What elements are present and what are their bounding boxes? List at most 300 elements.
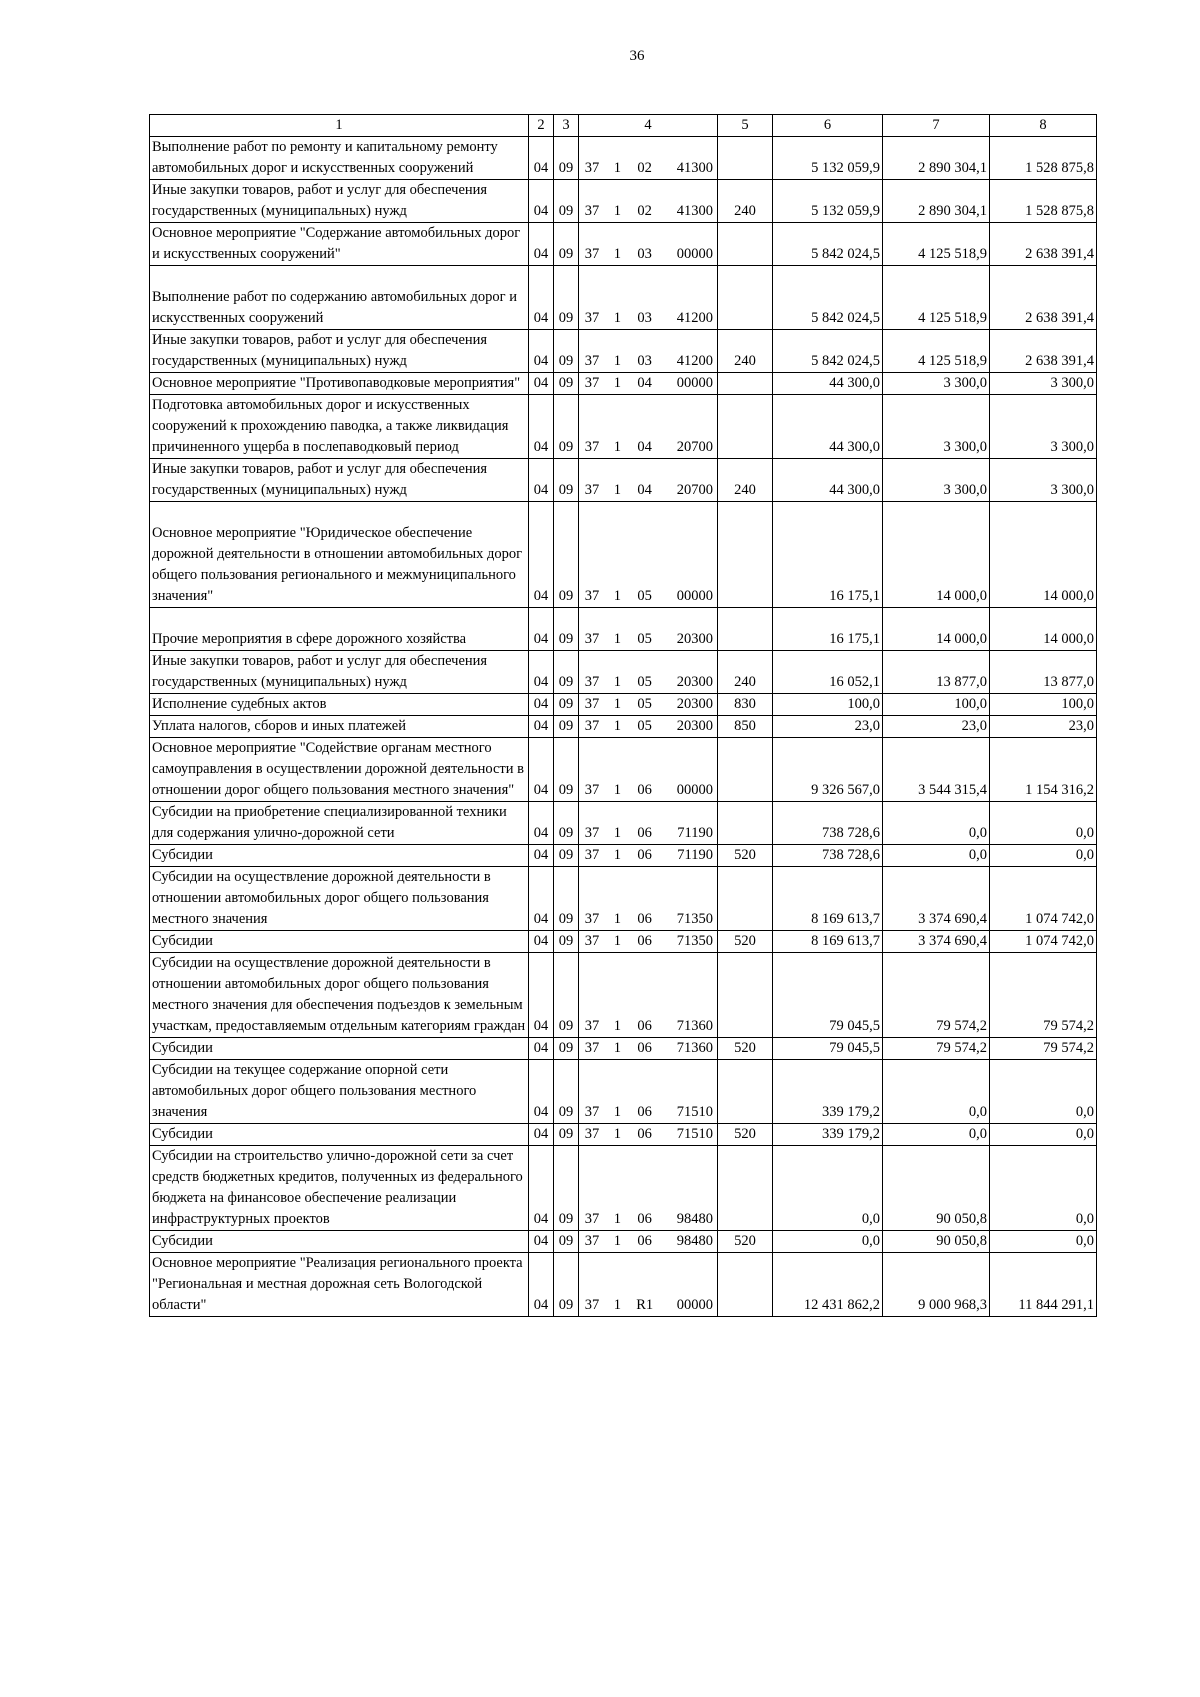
- row-name-cell: [150, 867, 529, 931]
- direction-code: 00000: [676, 375, 713, 391]
- program-code: 37: [584, 1040, 600, 1056]
- table-row: [150, 802, 1097, 845]
- amount-col-7: 4 125 518,9: [883, 223, 990, 266]
- subprogram-code: 1: [613, 1233, 621, 1249]
- amount-col-6: 0,0: [773, 1146, 883, 1231]
- expense-type-code: [718, 395, 773, 459]
- direction-code: 00000: [676, 246, 713, 262]
- subsection-code: 09: [554, 716, 579, 738]
- row-name-cell: [150, 223, 529, 266]
- amount-col-8: 2 638 391,4: [990, 266, 1097, 330]
- section-code: 04: [529, 1038, 554, 1060]
- article-code: [579, 867, 718, 931]
- amount-col-7: 0,0: [883, 1060, 990, 1124]
- section-code: 04: [529, 1060, 554, 1124]
- direction-code: 71190: [677, 847, 713, 863]
- section-code: 04: [529, 802, 554, 845]
- program-code: 37: [584, 631, 600, 647]
- event-code: 06: [637, 1104, 652, 1120]
- row-name: Прочие мероприятия в сфере дорожного хозяйства: [152, 631, 467, 647]
- table-row: [150, 608, 1097, 651]
- row-name-cell: [150, 1060, 529, 1124]
- row-name-cell: [150, 931, 529, 953]
- row-name: Субсидии: [152, 1040, 213, 1056]
- row-name-cell: [150, 608, 529, 651]
- row-name-cell: [150, 716, 529, 738]
- amount-col-7: 13 877,0: [883, 651, 990, 694]
- row-name: Выполнение работ по содержанию автомобильных дорог и искусственных сооружений: [152, 289, 518, 326]
- article-code: [579, 845, 718, 867]
- row-name: Иные закупки товаров, работ и услуг для обеспечения государственных (муниципальных) нужд: [152, 461, 488, 498]
- amount-col-7: 0,0: [883, 802, 990, 845]
- row-name: Основное мероприятие "Реализация регионального проекта "Региональная и местная дорожная сеть Вологодской области": [152, 1255, 523, 1313]
- table-row: [150, 1253, 1097, 1317]
- amount-col-8: 3 300,0: [990, 395, 1097, 459]
- subsection-code: 09: [554, 953, 579, 1038]
- event-code: 06: [637, 1126, 652, 1142]
- amount-col-8: 1 528 875,8: [990, 180, 1097, 223]
- subsection-code: 09: [554, 373, 579, 395]
- article-code: [579, 608, 718, 651]
- direction-code: 20300: [676, 696, 713, 712]
- direction-code: 20300: [676, 631, 713, 647]
- amount-col-8: 0,0: [990, 1124, 1097, 1146]
- program-code: 37: [584, 203, 600, 219]
- row-name-cell: [150, 953, 529, 1038]
- table-row: [150, 953, 1097, 1038]
- event-code: 06: [637, 847, 652, 863]
- program-code: 37: [584, 375, 600, 391]
- expense-type-code: [718, 1146, 773, 1231]
- subsection-code: 09: [554, 223, 579, 266]
- section-code: 04: [529, 694, 554, 716]
- amount-col-7: 3 374 690,4: [883, 931, 990, 953]
- table-row: [150, 459, 1097, 502]
- expense-type-code: [718, 373, 773, 395]
- direction-code: 71510: [676, 1126, 713, 1142]
- section-code: 04: [529, 953, 554, 1038]
- event-code: 03: [637, 246, 652, 262]
- subprogram-code: 1: [613, 246, 621, 262]
- amount-col-8: 13 877,0: [990, 651, 1097, 694]
- expense-type-code: [718, 1253, 773, 1317]
- row-name-cell: [150, 1253, 529, 1317]
- subsection-code: 09: [554, 1124, 579, 1146]
- article-code: [579, 373, 718, 395]
- table-row: [150, 137, 1097, 180]
- event-code: 04: [637, 482, 652, 498]
- expense-type-code: 240: [718, 651, 773, 694]
- column-header: 8: [990, 115, 1097, 137]
- section-code: 04: [529, 223, 554, 266]
- direction-code: 71360: [676, 1040, 713, 1056]
- amount-col-8: 0,0: [990, 845, 1097, 867]
- subsection-code: 09: [554, 266, 579, 330]
- amount-col-7: 4 125 518,9: [883, 266, 990, 330]
- subsection-code: 09: [554, 931, 579, 953]
- section-code: 04: [529, 608, 554, 651]
- direction-code: 71510: [676, 1104, 713, 1120]
- row-name: Уплата налогов, сборов и иных платежей: [152, 718, 406, 734]
- table-row: [150, 867, 1097, 931]
- row-name: Субсидии на осуществление дорожной деятельности в отношении автомобильных дорог общего пользования местного значения: [152, 869, 491, 927]
- amount-col-7: 2 890 304,1: [883, 180, 990, 223]
- program-code: 37: [584, 674, 600, 690]
- section-code: 04: [529, 716, 554, 738]
- direction-code: 98480: [676, 1211, 713, 1227]
- event-code: 06: [637, 933, 652, 949]
- section-code: 04: [529, 1124, 554, 1146]
- amount-col-6: 12 431 862,2: [773, 1253, 883, 1317]
- subprogram-code: 1: [613, 1040, 621, 1056]
- amount-col-6: 79 045,5: [773, 1038, 883, 1060]
- expense-type-code: [718, 867, 773, 931]
- expense-type-code: 520: [718, 1124, 773, 1146]
- subprogram-code: 1: [613, 1126, 621, 1142]
- row-name: Основное мероприятие "Юридическое обеспечение дорожной деятельности в отношении автомобильных дорог общего пользования регионального и межмуниципального значения": [152, 525, 523, 604]
- section-code: 04: [529, 738, 554, 802]
- article-code: [579, 180, 718, 223]
- amount-col-8: 0,0: [990, 802, 1097, 845]
- subprogram-code: 1: [613, 1018, 621, 1034]
- direction-code: 41200: [676, 353, 713, 369]
- table-row: [150, 738, 1097, 802]
- article-code: [579, 502, 718, 608]
- amount-col-6: 8 169 613,7: [773, 867, 883, 931]
- direction-code: 41300: [676, 203, 713, 219]
- subsection-code: 09: [554, 1038, 579, 1060]
- subsection-code: 09: [554, 845, 579, 867]
- column-header: 4: [579, 115, 718, 137]
- table-row: [150, 1060, 1097, 1124]
- subsection-code: 09: [554, 502, 579, 608]
- subsection-code: 09: [554, 694, 579, 716]
- article-code: [579, 651, 718, 694]
- column-header: 1: [150, 115, 529, 137]
- event-code: 06: [637, 782, 652, 798]
- amount-col-7: 79 574,2: [883, 953, 990, 1038]
- article-code: [579, 694, 718, 716]
- amount-col-7: 3 300,0: [883, 459, 990, 502]
- subsection-code: 09: [554, 1146, 579, 1231]
- row-name: Субсидии на осуществление дорожной деятельности в отношении автомобильных дорог общего пользования местного значения для обеспечения подъездов к земельным участкам, предоставляемым отдельным категориям граждан: [152, 955, 526, 1034]
- expense-type-code: [718, 223, 773, 266]
- program-code: 37: [584, 482, 600, 498]
- amount-col-7: 14 000,0: [883, 608, 990, 651]
- event-code: 02: [637, 203, 652, 219]
- row-name: Субсидии на приобретение специализированной техники для содержания улично-дорожной сети: [152, 804, 507, 841]
- amount-col-8: 1 154 316,2: [990, 738, 1097, 802]
- section-code: 04: [529, 266, 554, 330]
- amount-col-8: 100,0: [990, 694, 1097, 716]
- subprogram-code: 1: [613, 203, 621, 219]
- table-row: [150, 1231, 1097, 1253]
- amount-col-8: 0,0: [990, 1060, 1097, 1124]
- table-row: [150, 330, 1097, 373]
- amount-col-8: 79 574,2: [990, 1038, 1097, 1060]
- amount-col-8: 23,0: [990, 716, 1097, 738]
- amount-col-7: 4 125 518,9: [883, 330, 990, 373]
- program-code: 37: [584, 1126, 600, 1142]
- expense-type-code: [718, 502, 773, 608]
- amount-col-7: 79 574,2: [883, 1038, 990, 1060]
- amount-col-6: 0,0: [773, 1231, 883, 1253]
- amount-col-6: 339 179,2: [773, 1124, 883, 1146]
- event-code: 06: [637, 1040, 652, 1056]
- event-code: 04: [637, 375, 652, 391]
- article-code: [579, 223, 718, 266]
- amount-col-6: 738 728,6: [773, 802, 883, 845]
- amount-col-6: 79 045,5: [773, 953, 883, 1038]
- program-code: 37: [584, 588, 600, 604]
- column-header: 7: [883, 115, 990, 137]
- row-name: Основное мероприятие "Противопаводковые мероприятия": [152, 375, 521, 391]
- section-code: 04: [529, 651, 554, 694]
- program-code: 37: [584, 782, 600, 798]
- subprogram-code: 1: [613, 933, 621, 949]
- table-row: [150, 180, 1097, 223]
- direction-code: 71350: [676, 933, 713, 949]
- amount-col-7: 23,0: [883, 716, 990, 738]
- row-name-cell: [150, 1038, 529, 1060]
- row-name-cell: [150, 137, 529, 180]
- direction-code: 41300: [676, 160, 713, 176]
- subprogram-code: 1: [613, 353, 621, 369]
- amount-col-8: 2 638 391,4: [990, 223, 1097, 266]
- event-code: 05: [637, 718, 652, 734]
- table-row: [150, 373, 1097, 395]
- amount-col-6: 16 175,1: [773, 608, 883, 651]
- subprogram-code: 1: [613, 911, 621, 927]
- article-code: [579, 1231, 718, 1253]
- subprogram-code: 1: [613, 1104, 621, 1120]
- expense-type-code: 830: [718, 694, 773, 716]
- subprogram-code: 1: [613, 1297, 621, 1313]
- subprogram-code: 1: [613, 674, 621, 690]
- direction-code: 20300: [676, 674, 713, 690]
- event-code: 04: [637, 439, 652, 455]
- amount-col-8: 3 300,0: [990, 373, 1097, 395]
- amount-col-7: 3 300,0: [883, 395, 990, 459]
- program-code: 37: [584, 353, 600, 369]
- amount-col-8: 11 844 291,1: [990, 1253, 1097, 1317]
- amount-col-6: 16 052,1: [773, 651, 883, 694]
- subsection-code: 09: [554, 802, 579, 845]
- row-name: Подготовка автомобильных дорог и искусственных сооружений к прохождению паводка, а также ликвидация причиненного ущерба в послепаводковый период: [152, 397, 509, 455]
- program-code: 37: [584, 439, 600, 455]
- direction-code: 20700: [676, 482, 713, 498]
- section-code: 04: [529, 1146, 554, 1231]
- article-code: [579, 716, 718, 738]
- row-name: Субсидии: [152, 847, 213, 863]
- section-code: 04: [529, 1231, 554, 1253]
- row-name-cell: [150, 459, 529, 502]
- section-code: 04: [529, 395, 554, 459]
- program-code: 37: [584, 310, 600, 326]
- article-code: [579, 330, 718, 373]
- table-row: [150, 1038, 1097, 1060]
- subprogram-code: 1: [613, 482, 621, 498]
- column-header: 6: [773, 115, 883, 137]
- direction-code: 71350: [676, 911, 713, 927]
- expense-type-code: 240: [718, 459, 773, 502]
- table-row: [150, 931, 1097, 953]
- amount-col-7: 3 300,0: [883, 373, 990, 395]
- table-row: [150, 651, 1097, 694]
- event-code: 05: [637, 674, 652, 690]
- row-name: Субсидии: [152, 1233, 213, 1249]
- subsection-code: 09: [554, 651, 579, 694]
- amount-col-6: 5 842 024,5: [773, 330, 883, 373]
- amount-col-8: 3 300,0: [990, 459, 1097, 502]
- row-name-cell: [150, 845, 529, 867]
- row-name: Основное мероприятие "Содействие органам местного самоуправления в осуществлении дорожной деятельности в отношении дорог общего пользования местного значения": [152, 740, 524, 798]
- subprogram-code: 1: [613, 696, 621, 712]
- table-row: [150, 266, 1097, 330]
- row-name-cell: [150, 1146, 529, 1231]
- program-code: 37: [584, 933, 600, 949]
- blank-line: [152, 608, 526, 629]
- row-name: Иные закупки товаров, работ и услуг для обеспечения государственных (муниципальных) нужд: [152, 653, 488, 690]
- row-name: Субсидии на строительство улично-дорожной сети за счет средств бюджетных кредитов, полученных из федерального бюджета на финансовое обеспечение реализации инфраструктурных проектов: [152, 1148, 523, 1227]
- article-code: [579, 1038, 718, 1060]
- subsection-code: 09: [554, 180, 579, 223]
- row-name-cell: [150, 180, 529, 223]
- section-code: 04: [529, 373, 554, 395]
- amount-col-6: 5 842 024,5: [773, 266, 883, 330]
- row-name: Субсидии: [152, 1126, 213, 1142]
- row-name-cell: [150, 266, 529, 330]
- row-name: Иные закупки товаров, работ и услуг для обеспечения государственных (муниципальных) нужд: [152, 332, 488, 369]
- subprogram-code: 1: [613, 782, 621, 798]
- blank-line: [152, 502, 526, 523]
- article-code: [579, 1146, 718, 1231]
- subprogram-code: 1: [613, 825, 621, 841]
- article-code: [579, 738, 718, 802]
- amount-col-7: 14 000,0: [883, 502, 990, 608]
- expense-type-code: [718, 608, 773, 651]
- event-code: 03: [637, 353, 652, 369]
- section-code: 04: [529, 137, 554, 180]
- row-name: Иные закупки товаров, работ и услуг для обеспечения государственных (муниципальных) нужд: [152, 182, 488, 219]
- row-name-cell: [150, 802, 529, 845]
- amount-col-6: 9 326 567,0: [773, 738, 883, 802]
- subsection-code: 09: [554, 608, 579, 651]
- page-number: 36: [629, 48, 645, 64]
- program-code: 37: [584, 246, 600, 262]
- expense-type-code: 520: [718, 845, 773, 867]
- amount-col-6: 44 300,0: [773, 373, 883, 395]
- section-code: 04: [529, 330, 554, 373]
- event-code: 05: [637, 588, 652, 604]
- subprogram-code: 1: [613, 588, 621, 604]
- direction-code: 00000: [676, 782, 713, 798]
- amount-col-8: 79 574,2: [990, 953, 1097, 1038]
- amount-col-8: 1 074 742,0: [990, 931, 1097, 953]
- event-code: 06: [637, 911, 652, 927]
- article-code: [579, 395, 718, 459]
- direction-code: 71190: [677, 825, 713, 841]
- subsection-code: 09: [554, 459, 579, 502]
- direction-code: 98480: [676, 1233, 713, 1249]
- amount-col-6: 44 300,0: [773, 459, 883, 502]
- row-name-cell: [150, 694, 529, 716]
- column-header: 3: [554, 115, 579, 137]
- event-code: 05: [637, 631, 652, 647]
- amount-col-7: 3 374 690,4: [883, 867, 990, 931]
- subsection-code: 09: [554, 1060, 579, 1124]
- row-name: Субсидии на текущее содержание опорной сети автомобильных дорог общего пользования местного значения: [152, 1062, 477, 1120]
- article-code: [579, 1124, 718, 1146]
- amount-col-6: 339 179,2: [773, 1060, 883, 1124]
- amount-col-6: 5 842 024,5: [773, 223, 883, 266]
- blank-line: [152, 266, 526, 287]
- program-code: 37: [584, 696, 600, 712]
- amount-col-6: 8 169 613,7: [773, 931, 883, 953]
- table-row: [150, 845, 1097, 867]
- row-name-cell: [150, 330, 529, 373]
- subprogram-code: 1: [613, 439, 621, 455]
- amount-col-7: 90 050,8: [883, 1231, 990, 1253]
- event-code: 02: [637, 160, 652, 176]
- program-code: 37: [584, 847, 600, 863]
- amount-col-6: 100,0: [773, 694, 883, 716]
- subprogram-code: 1: [613, 718, 621, 734]
- event-code: 06: [637, 1018, 652, 1034]
- table-row: [150, 1146, 1097, 1231]
- amount-col-6: 738 728,6: [773, 845, 883, 867]
- table-row: [150, 502, 1097, 608]
- row-name-cell: [150, 395, 529, 459]
- direction-code: 71360: [676, 1018, 713, 1034]
- expense-type-code: [718, 738, 773, 802]
- table-row: [150, 223, 1097, 266]
- expense-type-code: 520: [718, 931, 773, 953]
- table-row: [150, 1124, 1097, 1146]
- row-name: Исполнение судебных актов: [152, 696, 327, 712]
- expense-type-code: [718, 137, 773, 180]
- subprogram-code: 1: [613, 375, 621, 391]
- row-name-cell: [150, 651, 529, 694]
- row-name-cell: [150, 1124, 529, 1146]
- row-name: Субсидии: [152, 933, 213, 949]
- expense-type-code: [718, 266, 773, 330]
- expense-type-code: 520: [718, 1231, 773, 1253]
- section-code: 04: [529, 845, 554, 867]
- program-code: 37: [584, 160, 600, 176]
- expense-type-code: 240: [718, 180, 773, 223]
- expense-type-code: 520: [718, 1038, 773, 1060]
- direction-code: 20300: [676, 718, 713, 734]
- subprogram-code: 1: [613, 631, 621, 647]
- section-code: 04: [529, 1253, 554, 1317]
- table-row: [150, 716, 1097, 738]
- amount-col-8: 14 000,0: [990, 502, 1097, 608]
- article-code: [579, 802, 718, 845]
- direction-code: 20700: [676, 439, 713, 455]
- subprogram-code: 1: [613, 310, 621, 326]
- section-code: 04: [529, 867, 554, 931]
- program-code: 37: [584, 1297, 600, 1313]
- amount-col-7: 3 544 315,4: [883, 738, 990, 802]
- amount-col-7: 9 000 968,3: [883, 1253, 990, 1317]
- expense-type-code: 850: [718, 716, 773, 738]
- subsection-code: 09: [554, 867, 579, 931]
- amount-col-8: 0,0: [990, 1146, 1097, 1231]
- amount-col-6: 23,0: [773, 716, 883, 738]
- article-code: [579, 1253, 718, 1317]
- event-code: R1: [636, 1297, 654, 1313]
